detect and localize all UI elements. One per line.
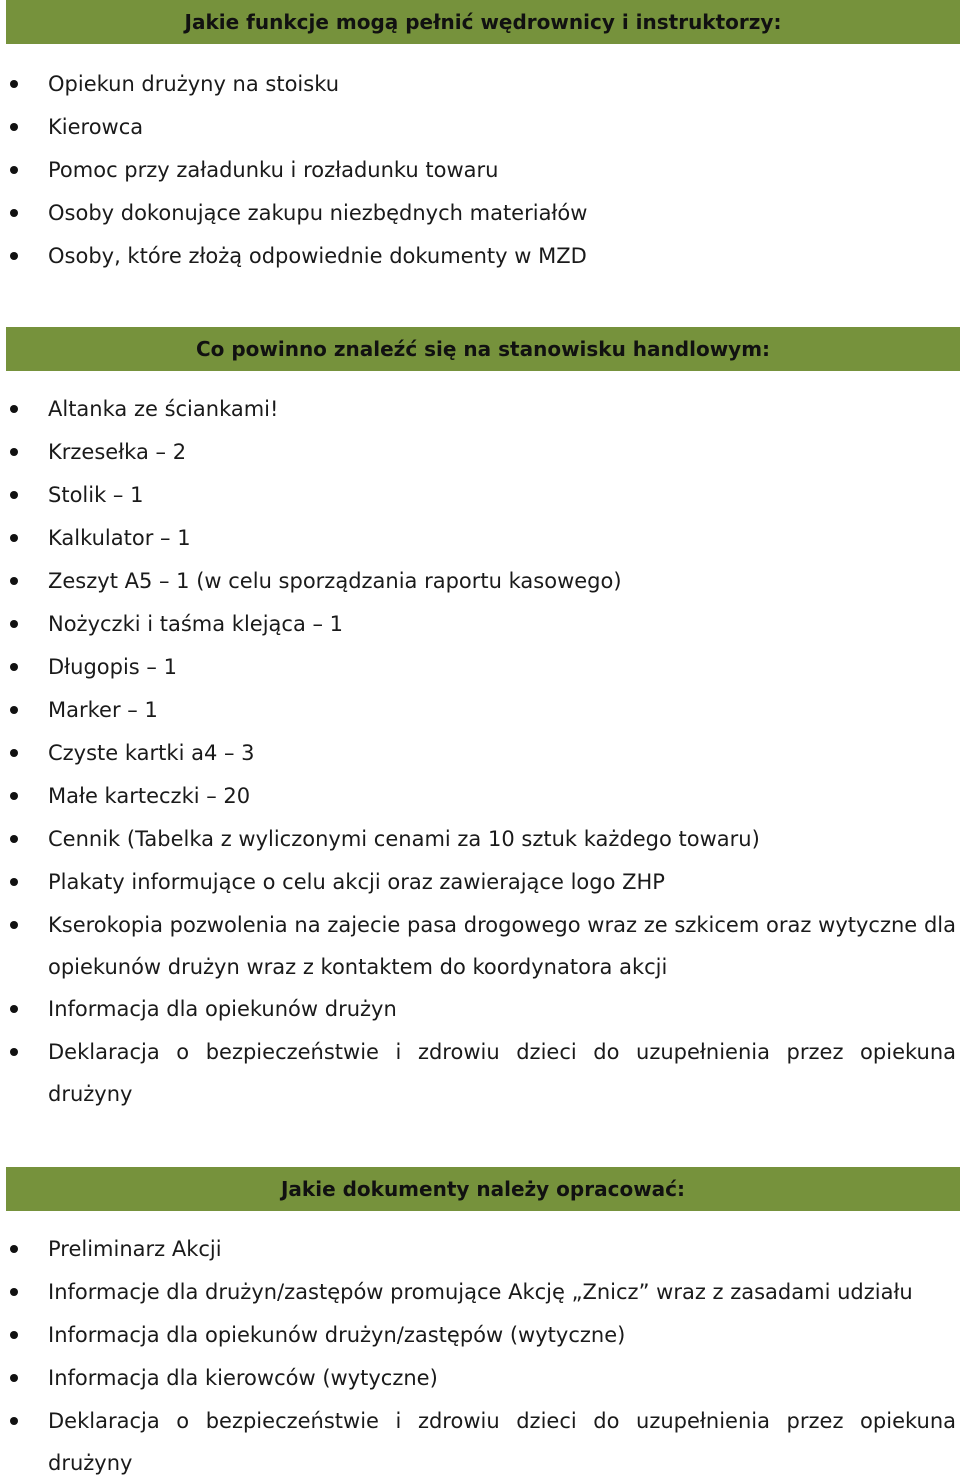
bullet-icon	[10, 209, 18, 217]
bullet-icon	[10, 252, 18, 260]
bullet-icon	[10, 1374, 18, 1382]
list-item: Osoby dokonujące zakupu niezbędnych materiałów	[0, 192, 960, 235]
stand-items-list	[0, 388, 960, 1115]
bullet-icon	[10, 878, 18, 886]
bullet-icon	[10, 1288, 18, 1296]
list-item: Informacje dla drużyn/zastępów promujące Akcję „Znicz” wraz z zasadami udziału	[0, 1271, 960, 1314]
bullet-icon	[10, 534, 18, 542]
section-header-functions	[6, 0, 960, 44]
bullet-icon	[10, 1417, 18, 1425]
bullet-icon	[10, 123, 18, 131]
list-item: Nożyczki i taśma klejąca – 1	[0, 603, 960, 646]
list-item: Informacja dla opiekunów drużyn	[0, 988, 960, 1031]
list-item: Małe karteczki – 20	[0, 775, 960, 818]
bullet-icon	[10, 921, 18, 929]
list-item: Pomoc przy załadunku i rozładunku towaru	[0, 149, 960, 192]
list-item: Altanka ze ściankami!	[0, 388, 960, 431]
list-item: Plakaty informujące o celu akcji oraz zawierające logo ZHP	[0, 861, 960, 904]
section-title: Jakie funkcje mogą pełnić wędrownicy i instruktorzy:	[184, 10, 782, 34]
list-item: Kserokopia pozwolenia na zajecie pasa drogowego wraz ze szkicem oraz wytyczne dla opiekunów drużyn wraz z kontaktem do koordynatora akcji	[0, 904, 960, 988]
bullet-icon	[10, 1331, 18, 1339]
bullet-icon	[10, 620, 18, 628]
list-item: Zeszyt A5 – 1 (w celu sporządzania raportu kasowego)	[0, 560, 960, 603]
section-title: Jakie dokumenty należy opracować:	[280, 1177, 686, 1201]
list-item: Deklaracja o bezpieczeństwie i zdrowiu dzieci do uzupełnienia przez opiekuna drużyny	[0, 1031, 960, 1115]
bullet-icon	[10, 1245, 18, 1253]
bullet-icon	[10, 835, 18, 843]
bullet-icon	[10, 1005, 18, 1013]
list-item: Cennik (Tabelka z wyliczonymi cenami za 10 sztuk każdego towaru)	[0, 818, 960, 861]
bullet-icon	[10, 166, 18, 174]
list-item: Preliminarz Akcji	[0, 1228, 960, 1271]
list-item: Czyste kartki a4 – 3	[0, 732, 960, 775]
bullet-icon	[10, 792, 18, 800]
bullet-icon	[10, 577, 18, 585]
bullet-icon	[10, 448, 18, 456]
list-item: Stolik – 1	[0, 474, 960, 517]
section-header-stand	[6, 327, 960, 371]
list-item: Informacja dla kierowców (wytyczne)	[0, 1357, 960, 1400]
list-item: Informacja dla opiekunów drużyn/zastępów (wytyczne)	[0, 1314, 960, 1357]
bullet-icon	[10, 706, 18, 714]
list-item: Długopis – 1	[0, 646, 960, 689]
bullet-icon	[10, 663, 18, 671]
list-item: Kierowca	[0, 106, 960, 149]
list-item: Marker – 1	[0, 689, 960, 732]
bullet-icon	[10, 749, 18, 757]
section-header-documents	[6, 1167, 960, 1211]
bullet-icon	[10, 1048, 18, 1056]
list-item: Osoby, które złożą odpowiednie dokumenty w MZD	[0, 235, 960, 278]
list-item: Opiekun drużyny na stoisku	[0, 63, 960, 106]
list-item: Deklaracja o bezpieczeństwie i zdrowiu dzieci do uzupełnienia przez opiekuna drużyny	[0, 1400, 960, 1484]
section-title: Co powinno znaleźć się na stanowisku handlowym:	[195, 337, 771, 361]
documents-list	[0, 1228, 960, 1484]
bullet-icon	[10, 491, 18, 499]
functions-list	[0, 63, 960, 278]
list-item: Kalkulator – 1	[0, 517, 960, 560]
list-item: Krzesełka – 2	[0, 431, 960, 474]
bullet-icon	[10, 80, 18, 88]
bullet-icon	[10, 405, 18, 413]
